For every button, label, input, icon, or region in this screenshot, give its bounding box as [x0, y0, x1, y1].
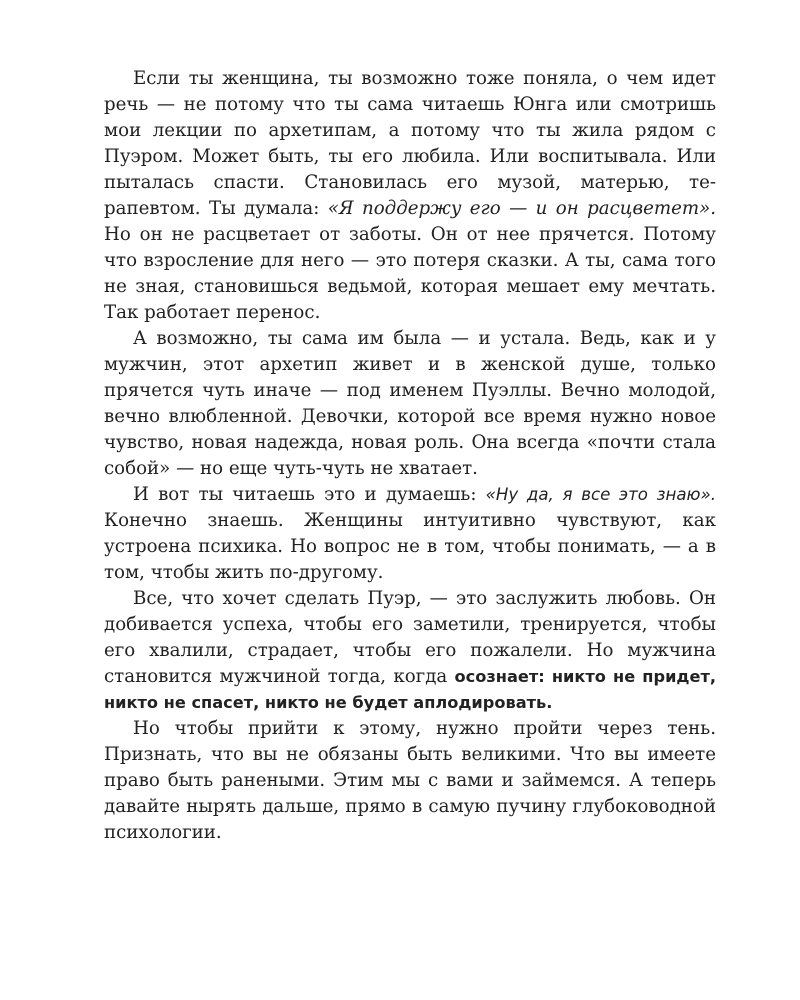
paragraph-4-text: Все, что хочет сделать Пуэр, — это заслужить любовь. Он добивается успеха, чтобы его заметили, тренируется, чтобы его хвалили, страдает, чтобы его пожалели. Но мужчина становится мужчиной тогда, когда [104, 588, 716, 687]
paragraph-3 [104, 482, 716, 586]
paragraph-2-text: А возможно, ты сама им была — и устала. Ведь, как и у мужчин, этот архетип живет и в женской душе, только прячется чуть иначе — под именем Пуэллы. Вечно молодой, вечно влюбленной. Девочки, которой все время нужно новое чувство, новая надежда, новая роль. Она всегда «почти стала собой» — но еще чуть-чуть не хватает. [104, 328, 716, 479]
paragraph-1 [104, 66, 716, 326]
paragraph-5 [104, 716, 716, 846]
paragraph-3-text-b: Конечно знаешь. Женщины интуитивно чувствуют, как устроена психика. Но вопрос не в том, чтобы понимать, — а в том, чтобы жить по-другому. [104, 510, 716, 583]
paragraph-1-quote: «Я поддержу его — и он расцветет». [327, 198, 716, 219]
paragraph-4-emphasis: осознает: никто не придет, никто не спасет, никто не будет аплодировать. [104, 667, 717, 712]
paragraph-5-text: Но чтобы прийти к этому, нужно пройти через тень. Признать, что вы не обязаны быть великими. Что вы имеете право быть ранеными. Этим мы с вами и займемся. А теперь давайте нырять дальше, прямо в самую пучину глубоководной психологии. [104, 718, 716, 843]
paragraph-3-text-a: И вот ты читаешь это и думаешь: [133, 484, 486, 505]
paragraph-1-text-b: Но он не расцветает от заботы. Он от нее прячется. Потому что взросление для него — это потеря сказки. А ты, сама того не зная, становишься ведьмой, которая мешает ему мечтать. Так работает перенос. [104, 224, 716, 323]
paragraph-3-quote: «Ну да, я все это знаю». [485, 485, 716, 504]
paragraph-4 [104, 586, 716, 716]
paragraph-1-text-a: Если ты женщина, ты возможно тоже поняла, о чем идет речь — не потому что ты сама читаешь Юнга или смотришь мои лекции по архетипам, а потому что ты жила рядом с Пуэром. Может быть, ты его любила. Или воспитывала. Или пыталась спасти. Становилась его музой, матерью, терапевтом. Ты думала: [104, 68, 716, 219]
paragraph-2 [104, 326, 716, 482]
page-text [104, 66, 716, 846]
